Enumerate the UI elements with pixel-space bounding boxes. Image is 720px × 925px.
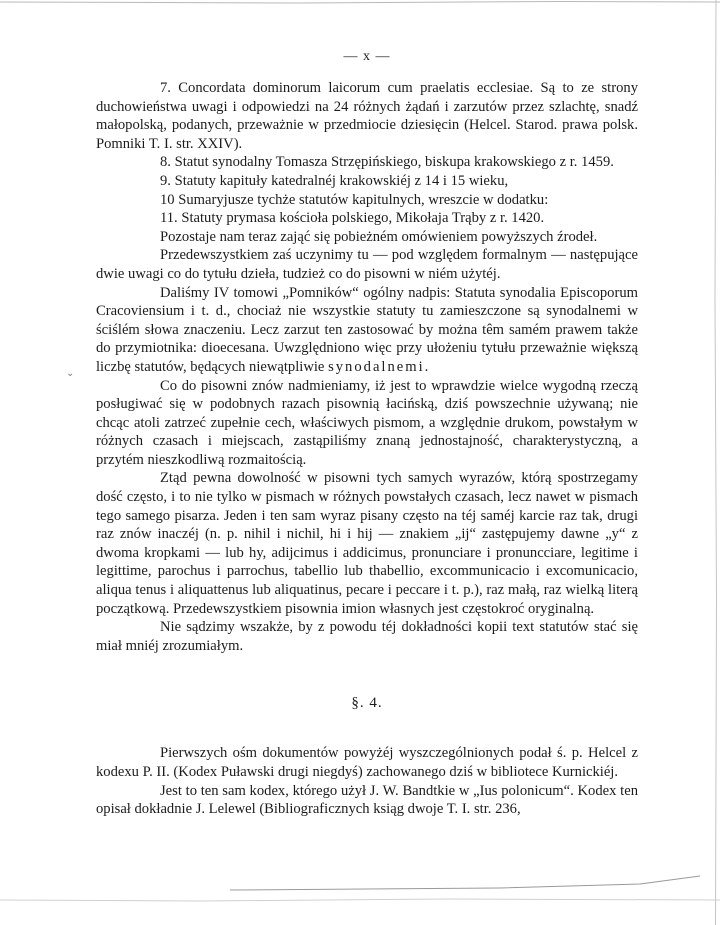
paragraph-codex-description: Jest to ten sam kodex, którego użył J. W. Bandtkie w „Ius polonicum“. Kodex ten opisał dokładnie J. Lelewel (Bibliograficznych ksiąg dwoje T. I. str. 236, [96,782,638,818]
paragraph-title-remark-text: Daliśmy IV tomowi „Pomników“ ogólny nadpis: Statuta synodalia Episcoporum Cracoviensium i t. d., chociaż nie wszystkie statuty tu zamieszczone są synodalnemi w ściślém słowa znaczeniu. Lecz zarzut ten zastosować by można têm samém prawem także do przymiotnika: dioecesana. Uwzględniono więc przy ułożeniu tytułu przeważnie większą liczbę statutów, będących niewątpliwie [96,284,638,375]
list-item-7: 7. Concordata dominorum laicorum cum praelatis ecclesiae. Są to ze strony duchowieństwa uwagi i odpowiedzi na 24 różnych żądań i zarzutów przez szlachtę, snadź małopolską, podanych, przeważnie w przedmiocie dziesięcin (Helcel. Starod. prawa polsk. Pomniki T. I. str. XXIV). [96,80,638,152]
paragraph-sources-intro: Pozostaje nam teraz zająć się pobieżném omówieniem powyższych źrodeł. [160,228,598,245]
stray-ink-mark: ⌄ [66,368,75,379]
paragraph-orthography: Co do pisowni znów nadmieniamy, iż jest to wprawdzie wielce wygodną rzeczą posługiwać się w podobnych razach pisownią łacińską, dziś powszechnie używaną; nie chcąc atoli zatrzeć zupełnie cech, właściwych pismom, a względnie drukom, powstałym w różnych czasach i miejscach, zastąpiliśmy znaną jednostajność, charakterystyczną, a przytém nieszkodliwą rozmaitością. [96,377,638,468]
list-item-8: 8. Statut synodalny Tomasza Strzępińskiego, biskupa krakowskiego z r. 1459. [160,154,614,171]
scan-edge-bottom [0,870,720,910]
page-number: — x — [343,49,391,64]
list-item-11: 11. Statuty prymasa kościoła polskiego, Mikołaja Trąby z r. 1420. [160,210,545,227]
section-heading: §. 4. [351,695,383,712]
scan-edge-top [0,0,720,10]
scan-edge-right [704,0,720,925]
paragraph-clarity: Nie sądzimy wszakże, by z powodu téj dokładności kopii text statutów stać się miał mniéj zrozumiałym. [96,619,638,654]
paragraph-spelling-variants: Ztąd pewna dowolność w pisowni tych samych wyrazów, którą spostrzegamy dość często, i to nie tylko w pismach w różnych powstałych czasach, lecz nawet w pismach tego samego pisarza. Jeden i ten sam wyraz pisany często na téj saméj karcie raz tak, drugi raz znów inaczéj (n. p. nihil i nichil, hi i hij — znakiem „ij“ zastępujemy dawne „y“ z dwoma kropkami — lub hy, adijcimus i addicimus, pronunciare i pronuncciare, legitime i legittime, parochus i parrochus, tabellio lub thabellio, excommunicacio i excomunicacio, aliqua tenus i aliquattenus lub aliquatinus, pecare i peccare i t. p.), raz małą, raz wielką literą początkową. Przedewszystkiem pisownia imion własnych jest częstokroć oryginalną. [96,470,638,617]
paragraph-title-remark [96,284,638,377]
emphasized-word: synodalnemi. [328,358,431,375]
list-item-10: 10 Sumaryjusze tychże statutów kapitulnych, wreszcie w dodatku: [160,191,549,208]
document-page [96,48,638,819]
paragraph-formal-remarks: Przedewszystkiem zaś uczynimy tu — pod względem formalnym — następujące dwie uwagi co do tytułu dzieła, tudzież co do pisowni w niém użytéj. [96,247,638,282]
paragraph-first-documents: Pierwszych ośm dokumentów powyżéj wyszczególnionych podał ś. p. Helcel z kodexu P. II. (Kodex Puławski drugi niegdyś) zachowanego dziś w bibliotece Kurnickiéj. [96,745,638,780]
list-item-9: 9. Statuty kapituły katedralnéj krakowskiéj z 14 i 15 wieku, [160,172,509,189]
